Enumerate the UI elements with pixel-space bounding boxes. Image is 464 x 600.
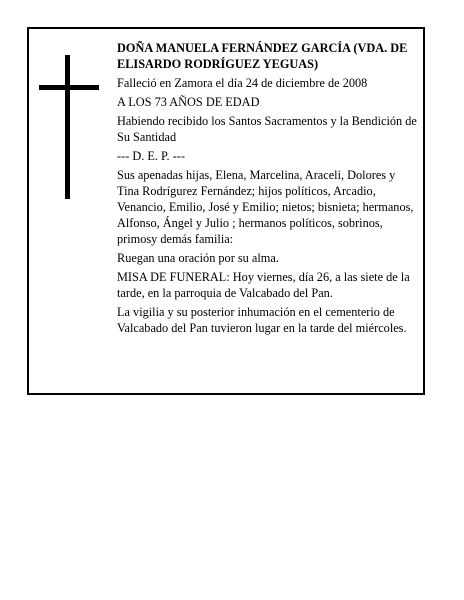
prayer-line: Ruegan una oración por su alma. [117,251,279,265]
sacraments-line: Habiendo recibido los Santos Sacramentos y la Bendición de Su Santidad [117,114,417,144]
deceased-name: DOÑA MANUELA FERNÁNDEZ GARCÍA (VDA. DE ELISARDO RODRÍGUEZ YEGUAS) [117,41,408,71]
funeral-mass-paragraph: MISA DE FUNERAL: Hoy viernes, día 26, a las siete de la tarde, en la parroquia de Valcabado del Pan. [117,270,410,300]
age-line: A LOS 73 AÑOS DE EDAD [117,95,260,109]
vigil-paragraph: La vigilia y su posterior inhumación en el cementerio de Valcabado del Pan tuvieron lugar en la tarde del miércoles. [117,305,407,335]
cross-horizontal-bar [39,85,99,90]
death-date-line: Falleció en Zamora el día 24 de diciembre de 2008 [117,76,368,90]
cross-icon [39,55,99,199]
family-paragraph: Sus apenadas hijas, Elena, Marcelina, Araceli, Dolores y Tina Rodrígurez Fernández; hijos políticos, Arcadio, Venancio, Emilio, José y Emilio; nietos; bisnieta; hermanos, Alfonso, Ángel y Julio ; hermanos políticos, sobrinos, primosy demás familia: [117,168,414,246]
dep-line: --- D. E. P. --- [117,149,185,163]
cross-vertical-bar [65,55,70,199]
notice-text-block [117,40,419,339]
obituary-notice [27,27,425,395]
